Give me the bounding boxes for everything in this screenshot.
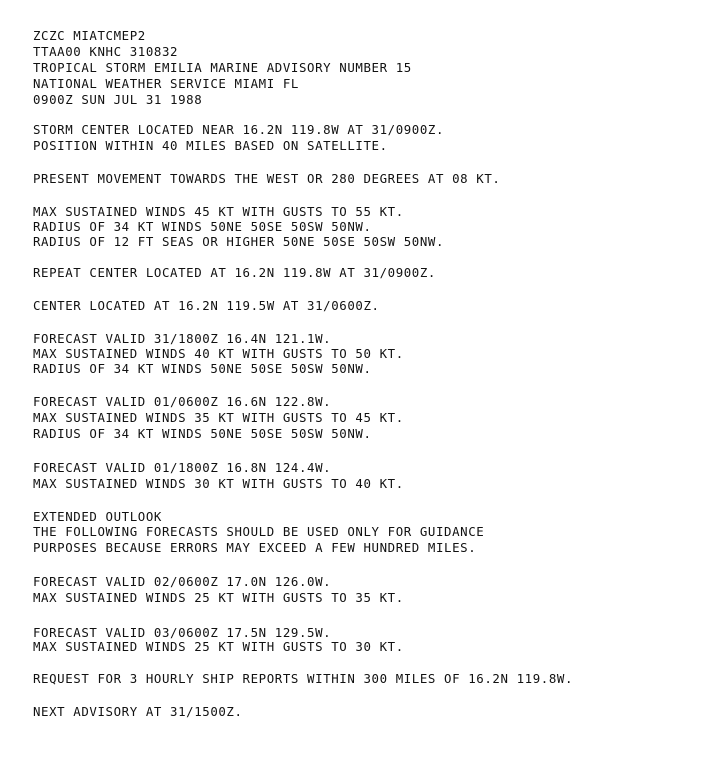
- ship-report-request: REQUEST FOR 3 HOURLY SHIP REPORTS WITHIN 300 MILES OF 16.2N 119.8W.: [33, 671, 574, 686]
- storm-center-line: STORM CENTER LOCATED NEAR 16.2N 119.8W AT 31/0900Z.: [33, 122, 445, 137]
- forecast-4-winds: MAX SUSTAINED WINDS 25 KT WITH GUSTS TO 35 KT.: [33, 590, 404, 605]
- issuing-office: NATIONAL WEATHER SERVICE MIAMI FL: [33, 76, 299, 91]
- issue-time: 0900Z SUN JUL 31 1988: [33, 92, 203, 107]
- forecast-1-radius: RADIUS OF 34 KT WINDS 50NE 50SE 50SW 50NW.: [33, 361, 372, 376]
- extended-outlook-heading: EXTENDED OUTLOOK: [33, 509, 162, 524]
- position-accuracy-line: POSITION WITHIN 40 MILES BASED ON SATELLITE.: [33, 138, 388, 153]
- header-line-ttaa: TTAA00 KNHC 310832: [33, 44, 179, 59]
- previous-center-line: CENTER LOCATED AT 16.2N 119.5W AT 31/0600Z.: [33, 298, 380, 313]
- forecast-5-valid: FORECAST VALID 03/0600Z 17.5N 129.5W.: [33, 625, 332, 640]
- advisory-title: TROPICAL STORM EMILIA MARINE ADVISORY NUMBER 15: [33, 60, 412, 75]
- wind-radius-line: RADIUS OF 34 KT WINDS 50NE 50SE 50SW 50NW.: [33, 219, 372, 234]
- forecast-3-valid: FORECAST VALID 01/1800Z 16.8N 124.4W.: [33, 460, 332, 475]
- repeat-center-line: REPEAT CENTER LOCATED AT 16.2N 119.8W AT 31/0900Z.: [33, 265, 436, 280]
- header-line-zczc: ZCZC MIATCMEP2: [33, 28, 146, 43]
- forecast-2-valid: FORECAST VALID 01/0600Z 16.6N 122.8W.: [33, 394, 332, 409]
- max-winds-line: MAX SUSTAINED WINDS 45 KT WITH GUSTS TO 55 KT.: [33, 204, 404, 219]
- forecast-3-winds: MAX SUSTAINED WINDS 30 KT WITH GUSTS TO 40 KT.: [33, 476, 404, 491]
- forecast-2-radius: RADIUS OF 34 KT WINDS 50NE 50SE 50SW 50NW.: [33, 426, 372, 441]
- forecast-1-valid: FORECAST VALID 31/1800Z 16.4N 121.1W.: [33, 331, 332, 346]
- outlook-guidance-line: THE FOLLOWING FORECASTS SHOULD BE USED ONLY FOR GUIDANCE: [33, 524, 485, 539]
- seas-radius-line: RADIUS OF 12 FT SEAS OR HIGHER 50NE 50SE 50SW 50NW.: [33, 234, 445, 249]
- present-movement-line: PRESENT MOVEMENT TOWARDS THE WEST OR 280 DEGREES AT 08 KT.: [33, 171, 501, 186]
- outlook-errors-line: PURPOSES BECAUSE ERRORS MAY EXCEED A FEW HUNDRED MILES.: [33, 540, 477, 555]
- forecast-2-winds: MAX SUSTAINED WINDS 35 KT WITH GUSTS TO 45 KT.: [33, 410, 404, 425]
- forecast-1-winds: MAX SUSTAINED WINDS 40 KT WITH GUSTS TO 50 KT.: [33, 346, 404, 361]
- forecast-4-valid: FORECAST VALID 02/0600Z 17.0N 126.0W.: [33, 574, 332, 589]
- forecast-5-winds: MAX SUSTAINED WINDS 25 KT WITH GUSTS TO 30 KT.: [33, 639, 404, 654]
- next-advisory-line: NEXT ADVISORY AT 31/1500Z.: [33, 704, 243, 719]
